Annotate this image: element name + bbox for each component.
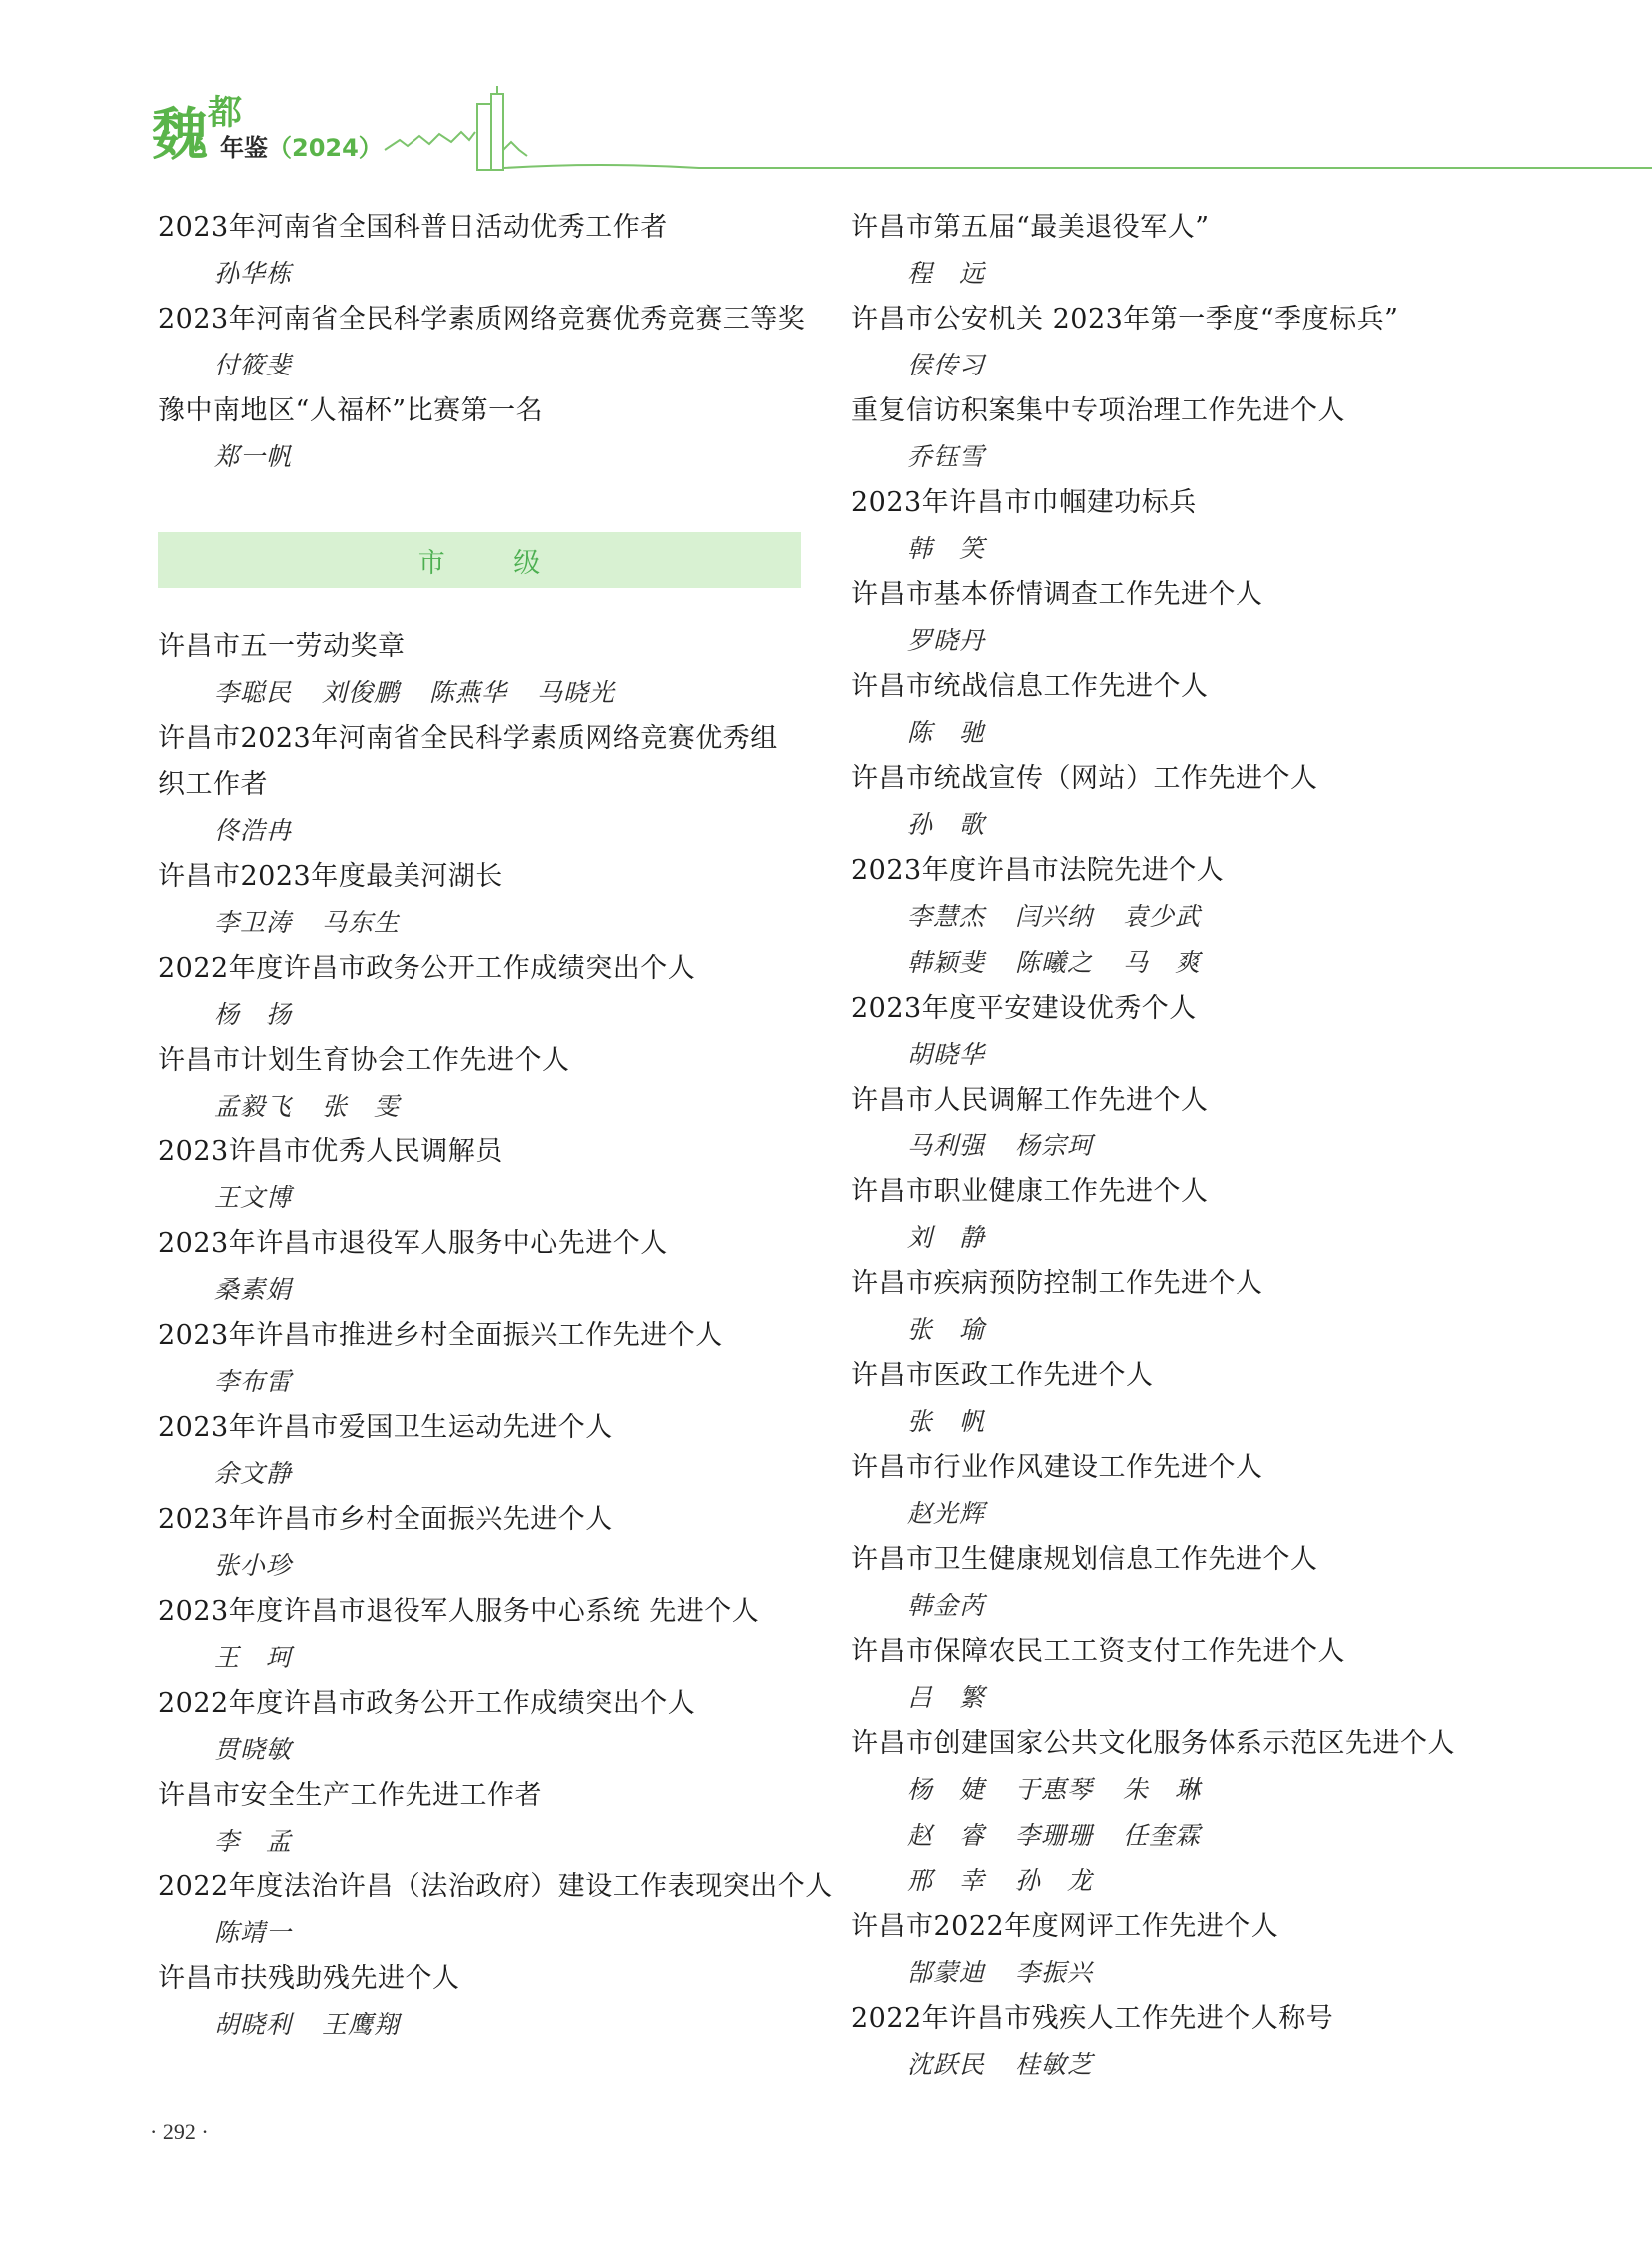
logo-main-character: 魏 (152, 103, 208, 168)
award-title: 许昌市职业健康工作先进个人 (851, 1176, 1209, 1207)
award-group (158, 946, 801, 1038)
award-title: 2023年许昌市退役军人服务中心先进个人 (158, 1228, 668, 1259)
award-group (158, 1589, 801, 1681)
award-group (851, 756, 1510, 848)
person-name: 侯传习 (907, 351, 986, 379)
award-names (851, 1813, 1510, 1859)
left-column (158, 205, 833, 2048)
award-group (851, 1904, 1510, 1996)
person-name: 孟毅飞 (214, 1092, 293, 1121)
award-title: 许昌市保障农民工工资支付工作先进个人 (851, 1636, 1345, 1667)
person-name: 胡晓华 (907, 1040, 986, 1069)
award-names (158, 2002, 801, 2048)
award-title: 2022年度许昌市政务公开工作成绩突出个人 (158, 953, 696, 984)
award-title: 2023年许昌市乡村全面振兴先进个人 (158, 1504, 613, 1535)
award-names (158, 1910, 801, 1956)
award-group (158, 1405, 801, 1497)
award-title: 许昌市人民调解工作先进个人 (851, 1085, 1209, 1116)
section-heading-text: 市 级 (417, 547, 571, 579)
award-names (851, 1123, 1510, 1169)
award-group (158, 1221, 801, 1313)
award-names (158, 1819, 801, 1865)
award-title: 2023年许昌市巾帼建功标兵 (851, 487, 1197, 518)
award-title: 2023年度平安建设优秀个人 (851, 993, 1197, 1024)
award-group (158, 297, 806, 388)
award-group (851, 480, 1510, 572)
person-name: 沈跃民 (907, 2050, 986, 2079)
person-name: 于惠琴 (1015, 1775, 1094, 1804)
award-names (158, 1175, 801, 1221)
person-name: 李振兴 (1015, 1958, 1094, 1987)
award-group (851, 572, 1510, 664)
award-names (158, 670, 801, 716)
award-group (158, 1129, 801, 1221)
page-number: · 292 · (150, 2119, 209, 2144)
person-name: 李布雷 (214, 1367, 293, 1396)
yearbook-label (220, 136, 383, 160)
person-name: 贯晓敏 (214, 1735, 293, 1764)
award-title: 2023年河南省全国科普日活动优秀工作者 (158, 212, 668, 243)
award-names (851, 1491, 1510, 1537)
person-name: 郜蒙迪 (907, 1958, 986, 1987)
award-group (851, 1261, 1510, 1353)
award-names (851, 434, 1510, 480)
person-name: 张 帆 (907, 1407, 986, 1436)
person-name: 刘 静 (907, 1223, 986, 1252)
award-group (851, 986, 1510, 1078)
award-group (158, 1497, 801, 1589)
award-names (158, 343, 801, 388)
person-name: 李慧杰 (907, 902, 986, 931)
award-names (851, 1215, 1510, 1261)
award-names (158, 900, 801, 946)
award-group (851, 1445, 1510, 1537)
award-names (851, 940, 1510, 986)
award-group (158, 205, 801, 297)
award-names (851, 894, 1510, 940)
award-group (851, 848, 1510, 986)
person-name: 刘俊鹏 (322, 678, 401, 707)
person-name: 孙 歌 (907, 810, 986, 839)
award-names (158, 1727, 801, 1773)
award-names (851, 1859, 1510, 1904)
person-name: 王鹰翔 (322, 2010, 401, 2039)
award-group (158, 1956, 801, 2048)
award-names (158, 251, 801, 297)
award-title: 许昌市2023年度最美河湖长 (158, 861, 503, 892)
award-group (851, 1353, 1510, 1445)
person-name: 桑素娟 (214, 1275, 293, 1304)
award-title: 许昌市行业作风建设工作先进个人 (851, 1452, 1263, 1483)
person-name: 李珊珊 (1015, 1821, 1094, 1850)
award-group (851, 1996, 1510, 2088)
person-name: 陈燕华 (429, 678, 508, 707)
award-names (851, 2042, 1510, 2088)
award-group (851, 388, 1510, 480)
person-name: 马东生 (322, 908, 401, 937)
person-name: 邢 幸 (907, 1867, 986, 1895)
award-title: 许昌市计划生育协会工作先进个人 (158, 1045, 570, 1076)
person-name: 佟浩冉 (214, 816, 293, 845)
award-title: 许昌市2022年度网评工作先进个人 (851, 1911, 1279, 1942)
award-group (158, 388, 801, 480)
person-name: 马利强 (907, 1131, 986, 1160)
award-title: 2023年度许昌市法院先进个人 (851, 855, 1225, 886)
person-name: 李 孟 (214, 1827, 293, 1856)
award-names (851, 1307, 1510, 1353)
award-title: 许昌市创建国家公共文化服务体系示范区先进个人 (851, 1728, 1455, 1759)
yearbook-year: （2024） (268, 134, 383, 162)
person-name: 张小珍 (214, 1551, 293, 1580)
award-group (851, 664, 1510, 756)
award-title: 许昌市公安机关 2023年第一季度“季度标兵” (851, 304, 1399, 335)
person-name: 赵光辉 (907, 1499, 986, 1528)
person-name: 张 雯 (322, 1092, 401, 1121)
person-name: 陈靖一 (214, 1918, 293, 1947)
award-title: 重复信访积案集中专项治理工作先进个人 (851, 395, 1345, 426)
award-names (851, 343, 1510, 388)
person-name: 王 珂 (214, 1643, 293, 1672)
person-name: 胡晓利 (214, 2010, 293, 2039)
award-title: 许昌市医政工作先进个人 (851, 1360, 1154, 1391)
award-group (158, 1773, 801, 1865)
person-name: 罗晓丹 (907, 626, 986, 655)
award-group (851, 297, 1510, 388)
award-title: 许昌市扶残助残先进个人 (158, 1963, 460, 1994)
award-title: 许昌市疾病预防控制工作先进个人 (851, 1268, 1263, 1299)
person-name: 韩 笑 (907, 534, 986, 563)
award-names (158, 1084, 801, 1129)
award-group (158, 854, 801, 946)
award-title: 许昌市基本侨情调查工作先进个人 (851, 579, 1263, 610)
award-group (851, 205, 1510, 297)
person-name: 余文静 (214, 1459, 293, 1488)
person-name: 任奎霖 (1123, 1821, 1202, 1850)
award-group (851, 1537, 1510, 1629)
award-names (851, 618, 1510, 664)
person-name: 朱 琳 (1123, 1775, 1202, 1804)
award-names (851, 1675, 1510, 1721)
award-group (158, 716, 801, 854)
award-group (158, 1313, 801, 1405)
award-names (851, 1767, 1510, 1813)
award-group (851, 1629, 1510, 1721)
award-names (158, 1451, 801, 1497)
award-group (851, 1078, 1510, 1169)
award-title: 2023年河南省全民科学素质网络竞赛优秀竞赛三等奖 (158, 304, 806, 335)
person-name: 乔钰雪 (907, 442, 986, 471)
award-title: 2022年度法治许昌（法治政府）建设工作表现突出个人 (158, 1871, 833, 1902)
award-title: 许昌市卫生健康规划信息工作先进个人 (851, 1544, 1318, 1575)
award-names (851, 251, 1510, 297)
award-names (851, 802, 1510, 848)
award-title: 许昌市统战信息工作先进个人 (851, 671, 1209, 702)
award-names (851, 1032, 1510, 1078)
person-name: 马 爽 (1123, 948, 1202, 977)
person-name: 韩金芮 (907, 1591, 986, 1620)
award-title: 2023年度许昌市退役军人服务中心系统 先进个人 (158, 1596, 760, 1627)
award-group (851, 1169, 1510, 1261)
award-group (158, 1038, 801, 1129)
person-name: 孙华栋 (214, 259, 293, 288)
award-title: 许昌市安全生产工作先进工作者 (158, 1780, 542, 1811)
award-title: 许昌市2023年河南省全民科学素质网络竞赛优秀组织工作者 (158, 723, 778, 800)
award-names (851, 1583, 1510, 1629)
person-name: 陈曦之 (1015, 948, 1094, 977)
person-name: 孙 龙 (1015, 1867, 1094, 1895)
section-heading-city-level (158, 532, 801, 588)
person-name: 赵 睿 (907, 1821, 986, 1850)
award-title: 2023年许昌市爱国卫生运动先进个人 (158, 1412, 613, 1443)
award-names (158, 1359, 801, 1405)
person-name: 付筱斐 (214, 351, 293, 379)
person-name: 袁少武 (1123, 902, 1202, 931)
award-names (851, 710, 1510, 756)
award-title: 许昌市五一劳动奖章 (158, 631, 406, 662)
page-header (0, 0, 1652, 185)
person-name: 杨 扬 (214, 1000, 293, 1029)
person-name: 吕 繁 (907, 1683, 986, 1712)
person-name: 桂敏芝 (1015, 2050, 1094, 2079)
award-names (851, 1950, 1510, 1996)
award-names (851, 526, 1510, 572)
person-name: 李聪民 (214, 678, 293, 707)
person-name: 陈 驰 (907, 718, 986, 747)
award-group (158, 624, 801, 716)
person-name: 马晓光 (537, 678, 616, 707)
person-name: 李卫涛 (214, 908, 293, 937)
award-title: 2022年许昌市残疾人工作先进个人称号 (851, 2003, 1334, 2034)
person-name: 韩颖斐 (907, 948, 986, 977)
award-group (158, 1865, 833, 1956)
award-title: 2023许昌市优秀人民调解员 (158, 1136, 503, 1167)
award-title: 许昌市第五届“最美退役军人” (851, 212, 1210, 243)
award-names (158, 434, 801, 480)
award-title: 2022年度许昌市政务公开工作成绩突出个人 (158, 1688, 696, 1719)
person-name: 程 远 (907, 259, 986, 288)
person-name: 杨宗珂 (1015, 1131, 1094, 1160)
person-name: 闫兴纳 (1015, 902, 1094, 931)
award-title: 许昌市统战宣传（网站）工作先进个人 (851, 763, 1318, 794)
award-group (158, 1681, 801, 1773)
award-names (158, 1543, 801, 1589)
person-name: 王文博 (214, 1183, 293, 1212)
award-title: 豫中南地区“人福杯”比赛第一名 (158, 395, 544, 426)
award-group (851, 1721, 1510, 1904)
award-title: 2023年许昌市推进乡村全面振兴工作先进个人 (158, 1320, 723, 1351)
award-names (158, 1635, 801, 1681)
person-name: 张 瑜 (907, 1315, 986, 1344)
award-names (158, 1267, 801, 1313)
award-names (158, 808, 801, 854)
yearbook-word: 年鉴 (220, 134, 268, 162)
award-names (851, 1399, 1510, 1445)
person-name: 杨 婕 (907, 1775, 986, 1804)
logo-secondary-character: 都 (208, 93, 242, 133)
person-name: 郑一帆 (214, 442, 293, 471)
right-column (851, 205, 1510, 2088)
award-names (158, 992, 801, 1038)
